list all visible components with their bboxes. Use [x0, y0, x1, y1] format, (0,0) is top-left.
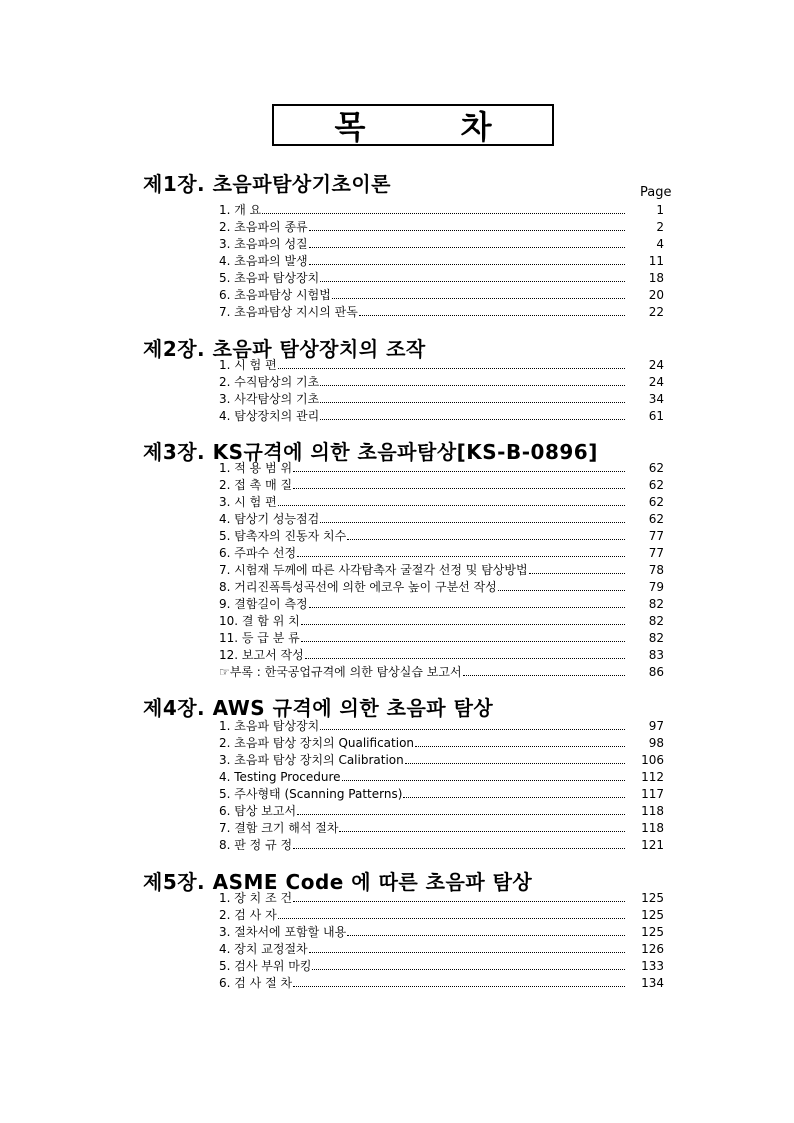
toc-entry-label: 4. 탐상장치의 관리: [219, 409, 320, 423]
dot-leader: [309, 253, 625, 265]
toc-entry-page: 134: [641, 976, 664, 990]
toc-entry-page: 118: [641, 804, 664, 818]
dot-leader: [262, 202, 625, 214]
toc-entry-page: 34: [648, 392, 664, 406]
toc-entry-page: 83: [648, 648, 664, 662]
toc-entry-label: 6. 주파수 선정: [219, 546, 297, 560]
chapter-heading: 제2장. 초음파 탐상장치의 조작: [143, 337, 426, 361]
toc-entry-page: 106: [641, 753, 664, 767]
toc-entry-page: 77: [648, 546, 664, 560]
toc-entry-label: 1. 적 용 범 위: [219, 461, 293, 475]
toc-list: [219, 718, 670, 854]
toc-entry-page: 20: [648, 288, 664, 302]
dot-leader: [347, 528, 625, 540]
toc-entry-label: 4. 초음파의 발생: [219, 254, 308, 268]
toc-entry-page: 117: [641, 787, 664, 801]
toc-entry-label: 6. 초음파탐상 시험법: [219, 288, 331, 302]
toc-entry-label: 2. 검 사 자: [219, 908, 277, 922]
toc-entry-page: 125: [641, 925, 664, 939]
dot-leader: [339, 820, 625, 832]
dot-leader: [320, 270, 625, 282]
toc-entry-label: 6. 검 사 절 차: [219, 976, 293, 990]
toc-entry-page: 125: [641, 908, 664, 922]
toc-entry-label: 8. 거리진폭특성곡선에 의한 에코우 높이 구분선 작성: [219, 580, 497, 594]
dot-leader: [293, 837, 625, 849]
page-column-label: Page: [640, 185, 672, 200]
toc-entry-label: ☞부록 : 한국공업규격에 의한 탐상실습 보고서: [219, 665, 462, 679]
toc-entry: [219, 786, 670, 803]
toc-entry-page: 62: [648, 478, 664, 492]
toc-entry-page: 118: [641, 821, 664, 835]
toc-entry: [219, 287, 670, 304]
toc-list: [219, 890, 670, 992]
toc-entry-page: 62: [648, 512, 664, 526]
dot-leader: [415, 735, 625, 747]
dot-leader: [278, 494, 625, 506]
dot-leader: [309, 236, 625, 248]
toc-entry: [219, 253, 670, 270]
toc-entry: [219, 460, 670, 477]
toc-entry: [219, 219, 670, 236]
toc-entry-label: 5. 탐촉자의 진동자 치수: [219, 529, 347, 543]
toc-entry-page: 79: [648, 580, 664, 594]
toc-entry: [219, 958, 670, 975]
toc-entry-label: 10. 결 함 위 치: [219, 614, 300, 628]
toc-list: [219, 460, 670, 681]
toc-entry-label: 7. 초음파탐상 지시의 판독: [219, 305, 358, 319]
toc-entry: [219, 975, 670, 992]
toc-entry-label: 1. 시 험 편: [219, 358, 277, 372]
toc-entry-label: 5. 주사형태 (Scanning Patterns): [219, 787, 403, 801]
toc-entry: [219, 837, 670, 854]
toc-entry-label: 3. 시 험 편: [219, 495, 277, 509]
toc-entry: [219, 907, 670, 924]
dot-leader: [320, 374, 625, 386]
toc-entry-page: 24: [648, 375, 664, 389]
toc-entry-label: 1. 장 치 조 건: [219, 891, 293, 905]
dot-leader: [405, 752, 625, 764]
dot-leader: [305, 647, 625, 659]
dot-leader: [320, 511, 625, 523]
toc-entry: [219, 769, 670, 786]
dot-leader: [359, 304, 625, 316]
dot-leader: [529, 562, 625, 574]
toc-entry-label: 2. 수직탐상의 기초: [219, 375, 320, 389]
toc-entry-label: 6. 탐상 보고서: [219, 804, 297, 818]
dot-leader: [301, 630, 625, 642]
toc-entry-page: 126: [641, 942, 664, 956]
toc-entry-label: 2. 초음파 탐상 장치의 Qualification: [219, 736, 415, 750]
toc-entry: [219, 236, 670, 253]
toc-entry-label: 2. 초음파의 종류: [219, 220, 308, 234]
toc-entry: [219, 718, 670, 735]
dot-leader: [278, 357, 625, 369]
toc-entry-page: 22: [648, 305, 664, 319]
toc-entry-label: 2. 접 촉 매 질: [219, 478, 293, 492]
toc-entry: [219, 528, 670, 545]
dot-leader: [293, 477, 625, 489]
toc-entry: [219, 890, 670, 907]
toc-entry-page: 77: [648, 529, 664, 543]
toc-entry-label: 3. 초음파의 성질: [219, 237, 308, 251]
toc-entry: [219, 511, 670, 528]
toc-entry-label: 11. 등 급 분 류: [219, 631, 300, 645]
toc-entry: [219, 357, 670, 374]
toc-entry: [219, 924, 670, 941]
toc-entry: [219, 664, 670, 681]
toc-entry-page: 98: [648, 736, 664, 750]
toc-entry: [219, 613, 670, 630]
chapter-heading: 제1장. 초음파탐상기초이론: [143, 172, 391, 196]
toc-entry-label: 5. 검사 부위 마킹: [219, 959, 312, 973]
toc-entry-page: 82: [648, 614, 664, 628]
dot-leader: [278, 907, 625, 919]
toc-entry-page: 18: [648, 271, 664, 285]
toc-list: [219, 202, 670, 321]
toc-entry-page: 121: [641, 838, 664, 852]
toc-entry: [219, 374, 670, 391]
toc-entry: [219, 562, 670, 579]
toc-entry-label: 4. Testing Procedure: [219, 770, 341, 784]
dot-leader: [297, 803, 625, 815]
toc-entry-page: 97: [648, 719, 664, 733]
toc-entry: [219, 647, 670, 664]
toc-entry-label: 7. 시험재 두께에 따른 사각탐촉자 굴절각 선정 및 탐상방법: [219, 563, 528, 577]
toc-entry-label: 1. 초음파 탐상장치: [219, 719, 320, 733]
toc-entry-label: 3. 절차서에 포함할 내용: [219, 925, 347, 939]
dot-leader: [320, 391, 625, 403]
toc-entry: [219, 477, 670, 494]
toc-entry-page: 24: [648, 358, 664, 372]
toc-entry-label: 12. 보고서 작성: [219, 648, 304, 662]
toc-title: 목 차: [334, 108, 534, 146]
toc-entry-label: 9. 결함길이 측정: [219, 597, 308, 611]
dot-leader: [342, 769, 625, 781]
dot-leader: [498, 579, 625, 591]
toc-entry-page: 1: [656, 203, 664, 217]
toc-entry-label: 7. 결함 크기 해석 절차: [219, 821, 339, 835]
toc-entry-page: 82: [648, 597, 664, 611]
toc-entry-page: 112: [641, 770, 664, 784]
dot-leader: [312, 958, 625, 970]
toc-entry: [219, 752, 670, 769]
dot-leader: [293, 975, 625, 987]
toc-entry-label: 3. 초음파 탐상 장치의 Calibration: [219, 753, 404, 767]
toc-entry: [219, 735, 670, 752]
toc-entry: [219, 630, 670, 647]
toc-entry-label: 4. 장치 교정절차: [219, 942, 308, 956]
dot-leader: [320, 718, 625, 730]
toc-entry: [219, 270, 670, 287]
toc-entry-page: 4: [656, 237, 664, 251]
toc-entry: [219, 304, 670, 321]
toc-entry: [219, 941, 670, 958]
chapter-heading: 제4장. AWS 규격에 의한 초음파 탐상: [143, 696, 494, 720]
toc-entry-page: 125: [641, 891, 664, 905]
toc-entry-page: 2: [656, 220, 664, 234]
toc-entry: [219, 408, 670, 425]
toc-entry: [219, 596, 670, 613]
toc-entry: [219, 820, 670, 837]
dot-leader: [297, 545, 625, 557]
toc-entry: [219, 579, 670, 596]
dot-leader: [293, 460, 625, 472]
dot-leader: [309, 219, 625, 231]
toc-entry-label: 4. 탐상기 성능점검: [219, 512, 320, 526]
toc-list: [219, 357, 670, 425]
toc-entry-page: 86: [648, 665, 664, 679]
dot-leader: [293, 890, 625, 902]
dot-leader: [403, 786, 625, 798]
toc-entry: [219, 494, 670, 511]
dot-leader: [347, 924, 625, 936]
toc-entry: [219, 202, 670, 219]
toc-entry-page: 78: [648, 563, 664, 577]
chapter-heading: 제5장. ASME Code 에 따른 초음파 탐상: [143, 870, 533, 894]
toc-entry-page: 133: [641, 959, 664, 973]
dot-leader: [301, 613, 625, 625]
dot-leader: [463, 664, 625, 676]
dot-leader: [320, 408, 625, 420]
toc-entry-page: 82: [648, 631, 664, 645]
dot-leader: [309, 941, 625, 953]
dot-leader: [309, 596, 625, 608]
toc-entry-page: 62: [648, 461, 664, 475]
chapter-heading: 제3장. KS규격에 의한 초음파탐상[KS-B-0896]: [143, 440, 598, 464]
toc-entry: [219, 391, 670, 408]
dot-leader: [332, 287, 625, 299]
toc-entry: [219, 803, 670, 820]
toc-entry-page: 11: [648, 254, 664, 268]
toc-entry-page: 61: [648, 409, 664, 423]
toc-entry-label: 1. 개 요: [219, 203, 262, 217]
toc-entry-label: 3. 사각탐상의 기초: [219, 392, 320, 406]
toc-entry-label: 8. 판 정 규 정: [219, 838, 293, 852]
toc-entry: [219, 545, 670, 562]
toc-title-box: [272, 104, 554, 146]
toc-entry-label: 5. 초음파 탐상장치: [219, 271, 320, 285]
toc-entry-page: 62: [648, 495, 664, 509]
